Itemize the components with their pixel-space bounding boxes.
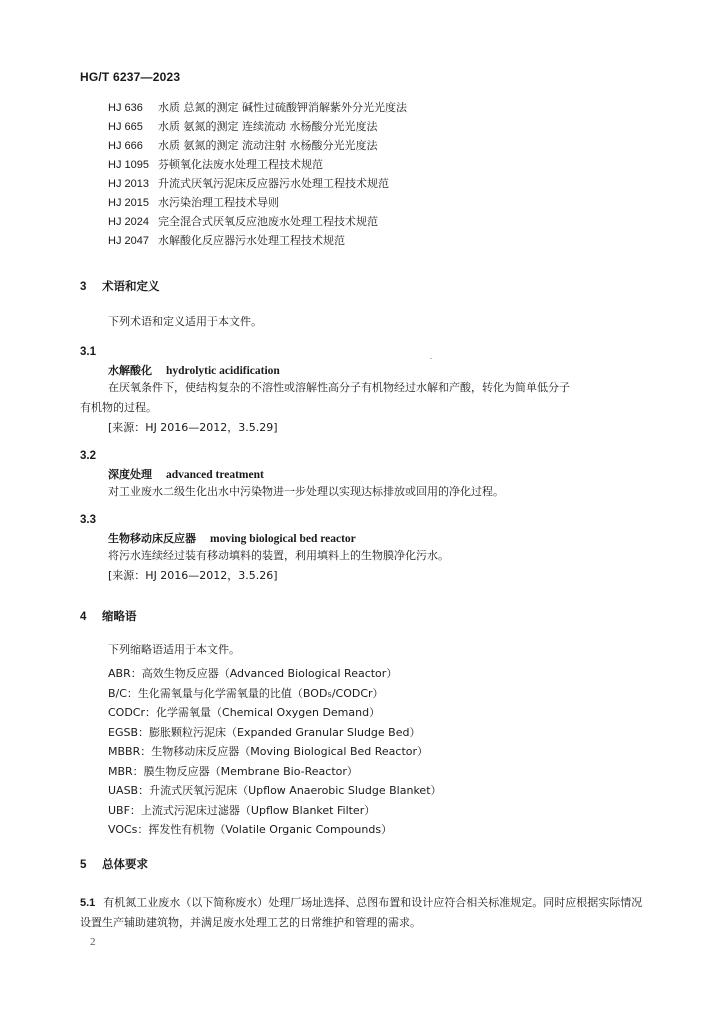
abbreviation-list <box>108 664 442 840</box>
reference-code: HJ 2024 <box>108 216 149 228</box>
section-heading <box>80 278 160 294</box>
term-chinese: 生物移动床反应器 <box>108 532 196 545</box>
term-heading <box>108 530 356 546</box>
reference-code: HJ 2015 <box>108 197 149 209</box>
reference-code: HJ 2013 <box>108 178 149 190</box>
reference-title: 水解酸化反应器污水处理工程技术规范 <box>158 234 345 247</box>
scan-speck <box>430 358 432 359</box>
reference-item <box>108 231 407 250</box>
term-source: [来源：HJ 2016—2012，3.5.29] <box>108 421 278 434</box>
reference-item <box>108 117 407 136</box>
abbreviation-item: UASB：升流式厌氧污泥床（Upflow Anaerobic Sludge Blanket） <box>108 784 442 797</box>
reference-code: HJ 1095 <box>108 159 149 171</box>
reference-item <box>108 98 407 117</box>
term-english: hydrolytic acidification <box>166 365 280 377</box>
abbreviation-item: EGSB：膨胀颗粒污泥床（Expanded Granular Sludge Bed） <box>108 725 421 739</box>
reference-title: 芬顿氧化法废水处理工程技术规范 <box>158 158 323 171</box>
reference-code: HJ 636 <box>108 102 143 114</box>
clause-paragraph <box>80 893 650 933</box>
reference-title: 水质 总氮的测定 碱性过硫酸钾消解紫外分光光度法 <box>158 101 407 114</box>
reference-code: HJ 666 <box>108 140 143 152</box>
reference-item <box>108 212 407 231</box>
reference-title: 水污染治理工程技术导则 <box>158 196 279 209</box>
reference-title: 水质 氨氮的测定 流动注射 水杨酸分光光度法 <box>158 139 378 152</box>
reference-item <box>108 155 407 174</box>
section-title: 总体要求 <box>102 857 148 871</box>
abbreviation-item: VOCs：挥发性有机物（Volatile Organic Compounds） <box>108 823 393 836</box>
section-number: 4 <box>80 611 87 623</box>
section-title: 缩略语 <box>102 609 137 623</box>
term-number: 3.2 <box>80 450 96 462</box>
section-heading <box>80 608 137 624</box>
term-heading <box>108 466 264 482</box>
abbreviation-item: UBF：上流式污泥床过滤器（Upflow Blanket Filter） <box>108 803 376 817</box>
abbreviation-item: MBR：膜生物反应器（Membrane Bio-Reactor） <box>108 764 358 778</box>
reference-title: 完全混合式厌氧反应池废水处理工程技术规范 <box>158 215 378 228</box>
page-number: 2 <box>90 936 96 948</box>
reference-code: HJ 665 <box>108 121 143 133</box>
term-number: 3.3 <box>80 514 96 526</box>
normative-references-list <box>108 98 407 250</box>
term-chinese: 深度处理 <box>108 468 152 481</box>
section-heading <box>80 856 148 872</box>
term-heading <box>108 362 280 378</box>
abbreviation-item: MBBR：生物移动床反应器（Moving Biological Bed Reactor） <box>108 745 429 758</box>
term-definition: 将污水连续经过装有移动填料的装置，利用填料上的生物膜净化污水。 <box>108 549 449 562</box>
term-english: advanced treatment <box>166 469 264 481</box>
reference-code: HJ 2047 <box>108 235 149 247</box>
clause-number: 5.1 <box>80 897 96 909</box>
section-intro: 下列术语和定义适用于本文件。 <box>108 315 262 328</box>
section-title: 术语和定义 <box>102 279 160 293</box>
term-number: 3.1 <box>80 346 96 358</box>
section-number: 5 <box>80 859 87 871</box>
reference-item <box>108 174 407 193</box>
reference-item <box>108 193 407 212</box>
abbreviation-item: B/C：生化需氧量与化学需氧量的比值（BOD₅/CODCr） <box>108 686 384 700</box>
term-definition: 在厌氧条件下，使结构复杂的不溶性或溶解性高分子有机物经过水解和产酸，转化为简单低分子 <box>108 381 570 394</box>
term-chinese: 水解酸化 <box>108 364 152 377</box>
abbreviation-item: CODCr：化学需氧量（Chemical Oxygen Demand） <box>108 706 381 719</box>
section-intro: 下列缩略语适用于本文件。 <box>108 643 240 656</box>
term-source: [来源：HJ 2016—2012，3.5.26] <box>108 569 278 582</box>
reference-title: 升流式厌氧污泥床反应器污水处理工程技术规范 <box>158 177 389 190</box>
clause-text: 有机氮工业废水（以下简称废水）处理厂场址选择、总图布置和设计应符合相关标准规定。同时应根据实际情况设置生产辅助建筑物，并满足废水处理工艺的日常维护和管理的需求。 <box>80 896 643 929</box>
term-definition-continued: 有机物的过程。 <box>80 401 157 414</box>
abbreviation-item: ABR：高效生物反应器（Advanced Biological Reactor） <box>108 667 398 680</box>
term-english: moving biological bed reactor <box>210 533 356 545</box>
term-definition: 对工业废水二级生化出水中污染物进一步处理以实现达标排放或回用的净化过程。 <box>108 485 504 498</box>
reference-title: 水质 氨氮的测定 连续流动 水杨酸分光光度法 <box>158 120 378 133</box>
section-number: 3 <box>80 281 87 293</box>
standard-code: HG/T 6237—2023 <box>80 70 181 84</box>
reference-item <box>108 136 407 155</box>
